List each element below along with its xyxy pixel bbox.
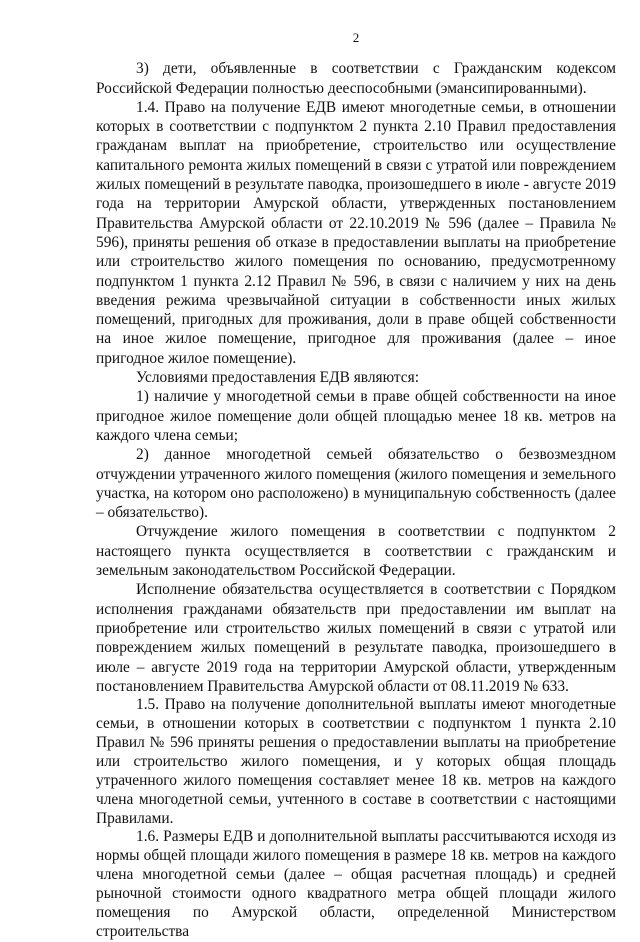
paragraph-obligation-execution: Исполнение обязательства осуществляется в соответствии с Порядком исполнения гражданами обязательств при предоставлении им выплат на приобретение или строительство жилых помещений в связи с утратой или повреждением жилых помещений в результате паводка, произошедшего в июле – августе 2019 года на территории Амурской области, утвержденным постановлением Правительства Амурской области от 08.11.2019 № 633. <box>96 581 616 695</box>
page-number: 2 <box>352 30 360 45</box>
paragraph-1-4: 1.4. Право на получение ЕДВ имеют многодетные семьи, в отношении которых в соответствии с подпунктом 2 пункта 2.10 Правил предоставления гражданам выплат на приобретение, строительство или осуществление капитального ремонта жилых помещений в связи с утратой или повреждением жилых помещений в результате паводка, произошедшего в июле - августе 2019 года на территории Амурской области, утвержденных постановлением Правительства Амурской области от 22.10.2019 № 596 (далее – Правила № 596), приняты решения об отказе в предоставлении выплаты на приобретение или строительство жилого помещения по основанию, предусмотренному подпунктом 1 пункта 2.12 Правил № 596, в связи с наличием у них на день введения режима чрезвычайной ситуации в собственности иных жилых помещений, пригодных для проживания, доли в праве общей собственности на иное жилое помещение, пригодное для проживания (далее – иное пригодное жилое помещение). <box>96 98 616 367</box>
paragraph-alienation: Отчуждение жилого помещения в соответствии с подпунктом 2 настоящего пункта осуществляется в соответствии с гражданским и земельным законодательством Российской Федерации. <box>96 523 616 580</box>
paragraph-condition-1: 1) наличие у многодетной семьи в праве общей собственности на иное пригодное жилое помещение доли общей площадью менее 18 кв. метров на каждого члена семьи; <box>96 388 616 444</box>
paragraph-1-5: 1.5. Право на получение дополнительной выплаты имеют многодетные семьи, в отношении которых в соответствии с подпунктом 1 пункта 2.10 Правил № 596 приняты решения о предоставлении выплаты на приобретение или строительство жилого помещения, и у которых общая площадь утраченного жилого помещения составляет менее 18 кв. метров на каждого члена многодетной семьи, учтенного в составе в соответствии с настоящими Правилами. <box>96 696 616 827</box>
paragraph-conditions-intro: Условиями предоставления ЕДВ являются: <box>136 369 419 387</box>
document-page <box>96 28 616 942</box>
paragraph-subitem-3: 3) дети, объявленные в соответствии с Гражданским кодексом Российской Федерации полностью дееспособными (эмансипированными). <box>96 60 616 97</box>
paragraph-1-6: 1.6. Размеры ЕДВ и дополнительной выплаты рассчитываются исходя из нормы общей площади жилого помещения в размере 18 кв. метров на каждого члена многодетной семьи (далее – общая расчетная площадь) и средней рыночной стоимости одного квадратного метра общей площади жилого помещения по Амурской области, определенной Министерством строительства <box>96 828 616 940</box>
paragraph-condition-2: 2) данное многодетной семьей обязательство о безвозмездном отчуждении утраченного жилого помещения (жилого помещения и земельного участка, на котором оно расположено) в муниципальную собственность (далее – обязательство). <box>96 446 616 522</box>
